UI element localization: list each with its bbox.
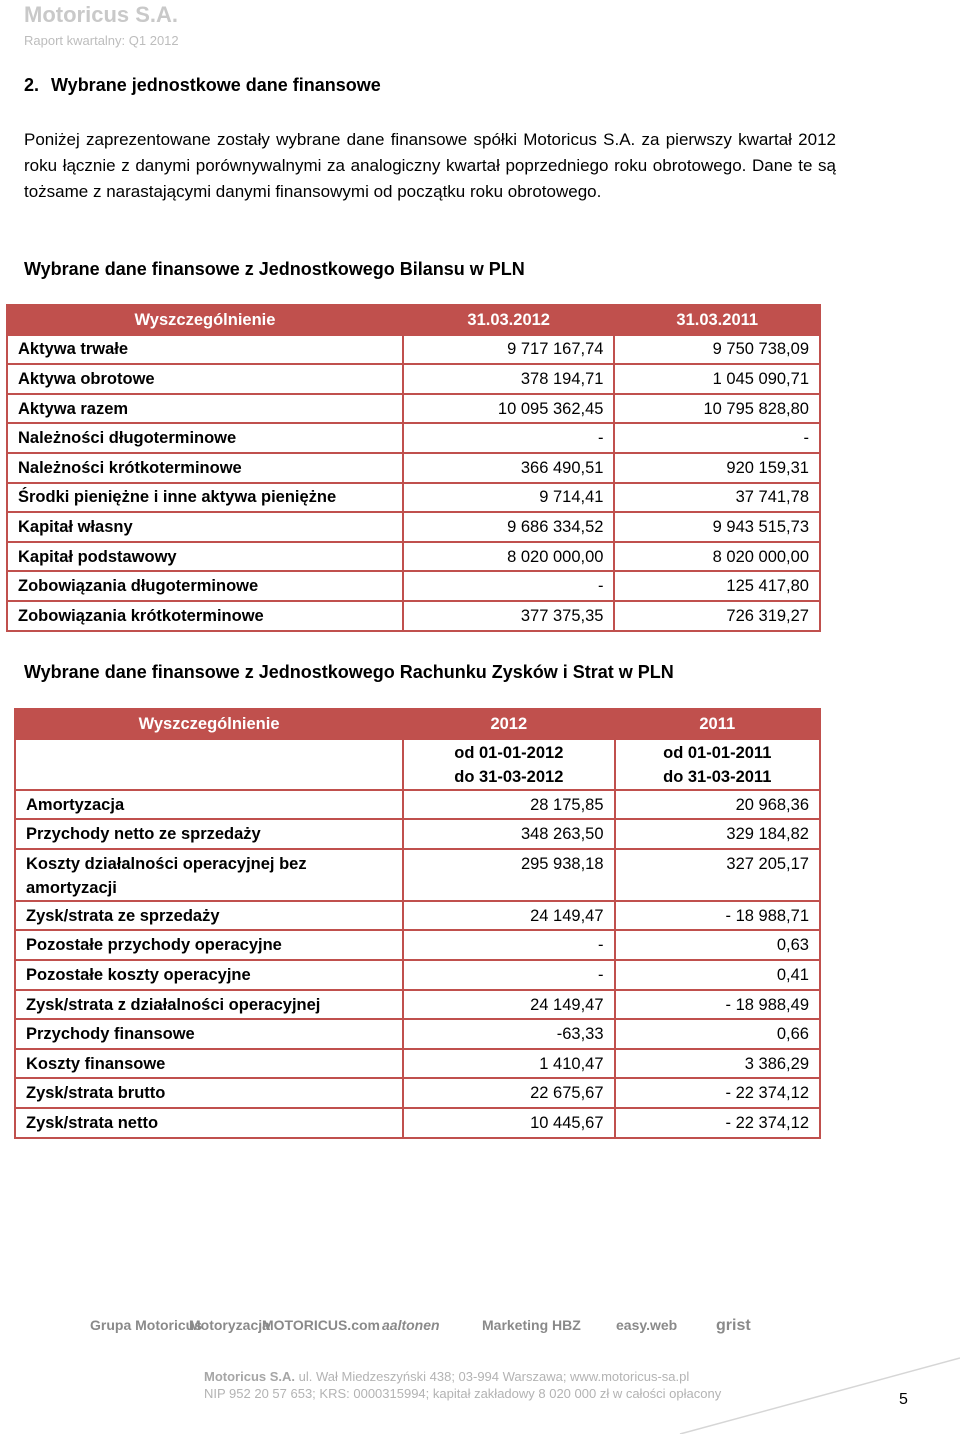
table-row (15, 819, 820, 849)
footer-logos (90, 1313, 790, 1339)
table-row (7, 512, 820, 542)
row-label: Pozostałe przychody operacyjne (15, 930, 403, 960)
footer-logo: HBZ (552, 1317, 581, 1333)
row-value: 329 184,82 (615, 819, 820, 849)
table-row (15, 1049, 820, 1079)
row-value: 327 205,17 (615, 849, 820, 901)
row-value: - 18 988,71 (615, 901, 820, 931)
table-row (15, 930, 820, 960)
row-value: 8 020 000,00 (614, 542, 820, 572)
row-label: Amortyzacja (15, 790, 403, 820)
footer-logo: grist (716, 1317, 751, 1334)
footer-logo: Marketing (482, 1317, 549, 1333)
row-label: Zobowiązania długoterminowe (7, 571, 403, 601)
row-label: Zysk/strata netto (15, 1108, 403, 1138)
row-value: 1 045 090,71 (614, 364, 820, 394)
row-label: Należności krótkoterminowe (7, 453, 403, 483)
footer-address-line1 (204, 1368, 721, 1385)
table-row (15, 1019, 820, 1049)
row-value: 0,63 (615, 930, 820, 960)
row-value: - 22 374,12 (615, 1078, 820, 1108)
row-value: 366 490,51 (403, 453, 615, 483)
income-header-cell: 2012 (403, 709, 614, 739)
income-period-cell (615, 739, 820, 790)
table-row (7, 423, 820, 453)
table-row (15, 960, 820, 990)
row-value: 10 795 828,80 (614, 394, 820, 424)
table-row (7, 483, 820, 513)
header-company: Motoricus S.A. (24, 2, 179, 27)
row-value: 125 417,80 (614, 571, 820, 601)
income-table (14, 708, 821, 1139)
table-row (15, 990, 820, 1020)
row-value: 9 714,41 (403, 483, 615, 513)
row-value: 9 686 334,52 (403, 512, 615, 542)
row-value: 37 741,78 (614, 483, 820, 513)
row-value: 3 386,29 (615, 1049, 820, 1079)
row-label: Należności długoterminowe (7, 423, 403, 453)
row-label: Koszty działalności operacyjnej bez amortyzacji (15, 849, 403, 901)
row-value: - (403, 930, 614, 960)
row-value: -63,33 (403, 1019, 614, 1049)
footer-address-company: Motoricus S.A. (204, 1369, 296, 1384)
row-value: 295 938,18 (403, 849, 614, 901)
row-value: 1 410,47 (403, 1049, 614, 1079)
row-value: 0,41 (615, 960, 820, 990)
row-label: Przychody netto ze sprzedaży (15, 819, 403, 849)
row-label: Zysk/strata ze sprzedaży (15, 901, 403, 931)
row-value: 24 149,47 (403, 990, 614, 1020)
row-value: 920 159,31 (614, 453, 820, 483)
table-row (15, 849, 820, 901)
row-value: 28 175,85 (403, 790, 614, 820)
balance-title: Wybrane dane finansowe z Jednostkowego Bilansu w PLN (24, 259, 525, 279)
balance-header-row (7, 305, 820, 335)
row-value: 9 717 167,74 (403, 335, 615, 365)
table-row (15, 1108, 820, 1138)
balance-header-cell: 31.03.2011 (614, 305, 820, 335)
row-value: - 22 374,12 (615, 1108, 820, 1138)
table-row (7, 364, 820, 394)
footer-address (204, 1368, 721, 1402)
balance-table (6, 304, 821, 632)
footer-logo: aaltonen (382, 1317, 440, 1333)
footer-address-line2: NIP 952 20 57 653; KRS: 0000315994; kapitał zakładowy 8 020 000 zł w całości opłacony (204, 1386, 722, 1401)
section-title-text: Wybrane jednostkowe dane finansowe (51, 75, 381, 95)
row-label: Zysk/strata brutto (15, 1078, 403, 1108)
row-label: Zobowiązania krótkoterminowe (7, 601, 403, 631)
table-row (15, 1078, 820, 1108)
row-value: - (403, 960, 614, 990)
section-title (24, 75, 393, 96)
income-period-row (15, 739, 820, 790)
income-period-cell (403, 739, 614, 790)
table-row (15, 790, 820, 820)
table-row (7, 394, 820, 424)
row-value: 20 968,36 (615, 790, 820, 820)
row-value: 9 750 738,09 (614, 335, 820, 365)
table-row (7, 453, 820, 483)
table-row (7, 335, 820, 365)
row-label: Środki pieniężne i inne aktywa pieniężne (7, 483, 403, 513)
balance-header-cell: Wyszczególnienie (7, 305, 403, 335)
row-value: 10 445,67 (403, 1108, 614, 1138)
row-value: 726 319,27 (614, 601, 820, 631)
row-value: 8 020 000,00 (403, 542, 615, 572)
period-to: do 31-03-2012 (454, 767, 564, 786)
page-number: 5 (899, 1391, 908, 1408)
row-label: Kapitał własny (7, 512, 403, 542)
footer-address-street: ul. Wał Miedzeszyński 438; 03-994 Warszawa; www.motoricus-sa.pl (295, 1369, 690, 1384)
row-value: 0,66 (615, 1019, 820, 1049)
row-label: Aktywa razem (7, 394, 403, 424)
footer-logo: easy.web (616, 1317, 678, 1333)
row-label: Aktywa trwałe (7, 335, 403, 365)
row-value: - (403, 423, 615, 453)
row-label: Kapitał podstawowy (7, 542, 403, 572)
table-row (15, 901, 820, 931)
footer-logo: MOTORICUS.com (262, 1317, 380, 1333)
row-value: 22 675,67 (403, 1078, 614, 1108)
row-value: 377 375,35 (403, 601, 615, 631)
section-number: 2. (24, 75, 40, 95)
footer-logo: Grupa Motoricus (90, 1317, 203, 1333)
table-row (7, 542, 820, 572)
row-value: - 18 988,49 (615, 990, 820, 1020)
income-period-empty (15, 739, 403, 790)
income-header-cell: Wyszczególnienie (15, 709, 403, 739)
table-row (7, 571, 820, 601)
row-value: 9 943 515,73 (614, 512, 820, 542)
row-label: Pozostałe koszty operacyjne (15, 960, 403, 990)
row-label: Zysk/strata z działalności operacyjnej (15, 990, 403, 1020)
row-value: 24 149,47 (403, 901, 614, 931)
balance-header-cell: 31.03.2012 (403, 305, 615, 335)
row-label: Przychody finansowe (15, 1019, 403, 1049)
period-from: od 01-01-2012 (454, 743, 564, 762)
intro-paragraph: Poniżej zaprezentowane zostały wybrane dane finansowe spółki Motoricus S.A. za pierwszy kwartał 2012 roku łącznie z danymi porównywalnymi za analogiczny kwartał poprzedniego roku obrotowego. Dane te są tożsame z narastającymi danymi finansowymi od początku roku obrotowego. (24, 130, 836, 201)
footer-logo: Motoryzacja (189, 1317, 270, 1333)
row-value: - (403, 571, 615, 601)
row-label: Aktywa obrotowe (7, 364, 403, 394)
row-value: 348 263,50 (403, 819, 614, 849)
period-to: do 31-03-2011 (663, 767, 772, 786)
row-value: 10 095 362,45 (403, 394, 615, 424)
row-label: Koszty finansowe (15, 1049, 403, 1079)
period-from: od 01-01-2011 (663, 743, 772, 762)
income-header-cell: 2011 (615, 709, 820, 739)
row-value: 378 194,71 (403, 364, 615, 394)
header-report: Raport kwartalny: Q1 2012 (24, 33, 179, 48)
income-title: Wybrane dane finansowe z Jednostkowego Rachunku Zysków i Strat w PLN (24, 662, 674, 682)
row-value: - (614, 423, 820, 453)
table-row (7, 601, 820, 631)
income-header-row (15, 709, 820, 739)
